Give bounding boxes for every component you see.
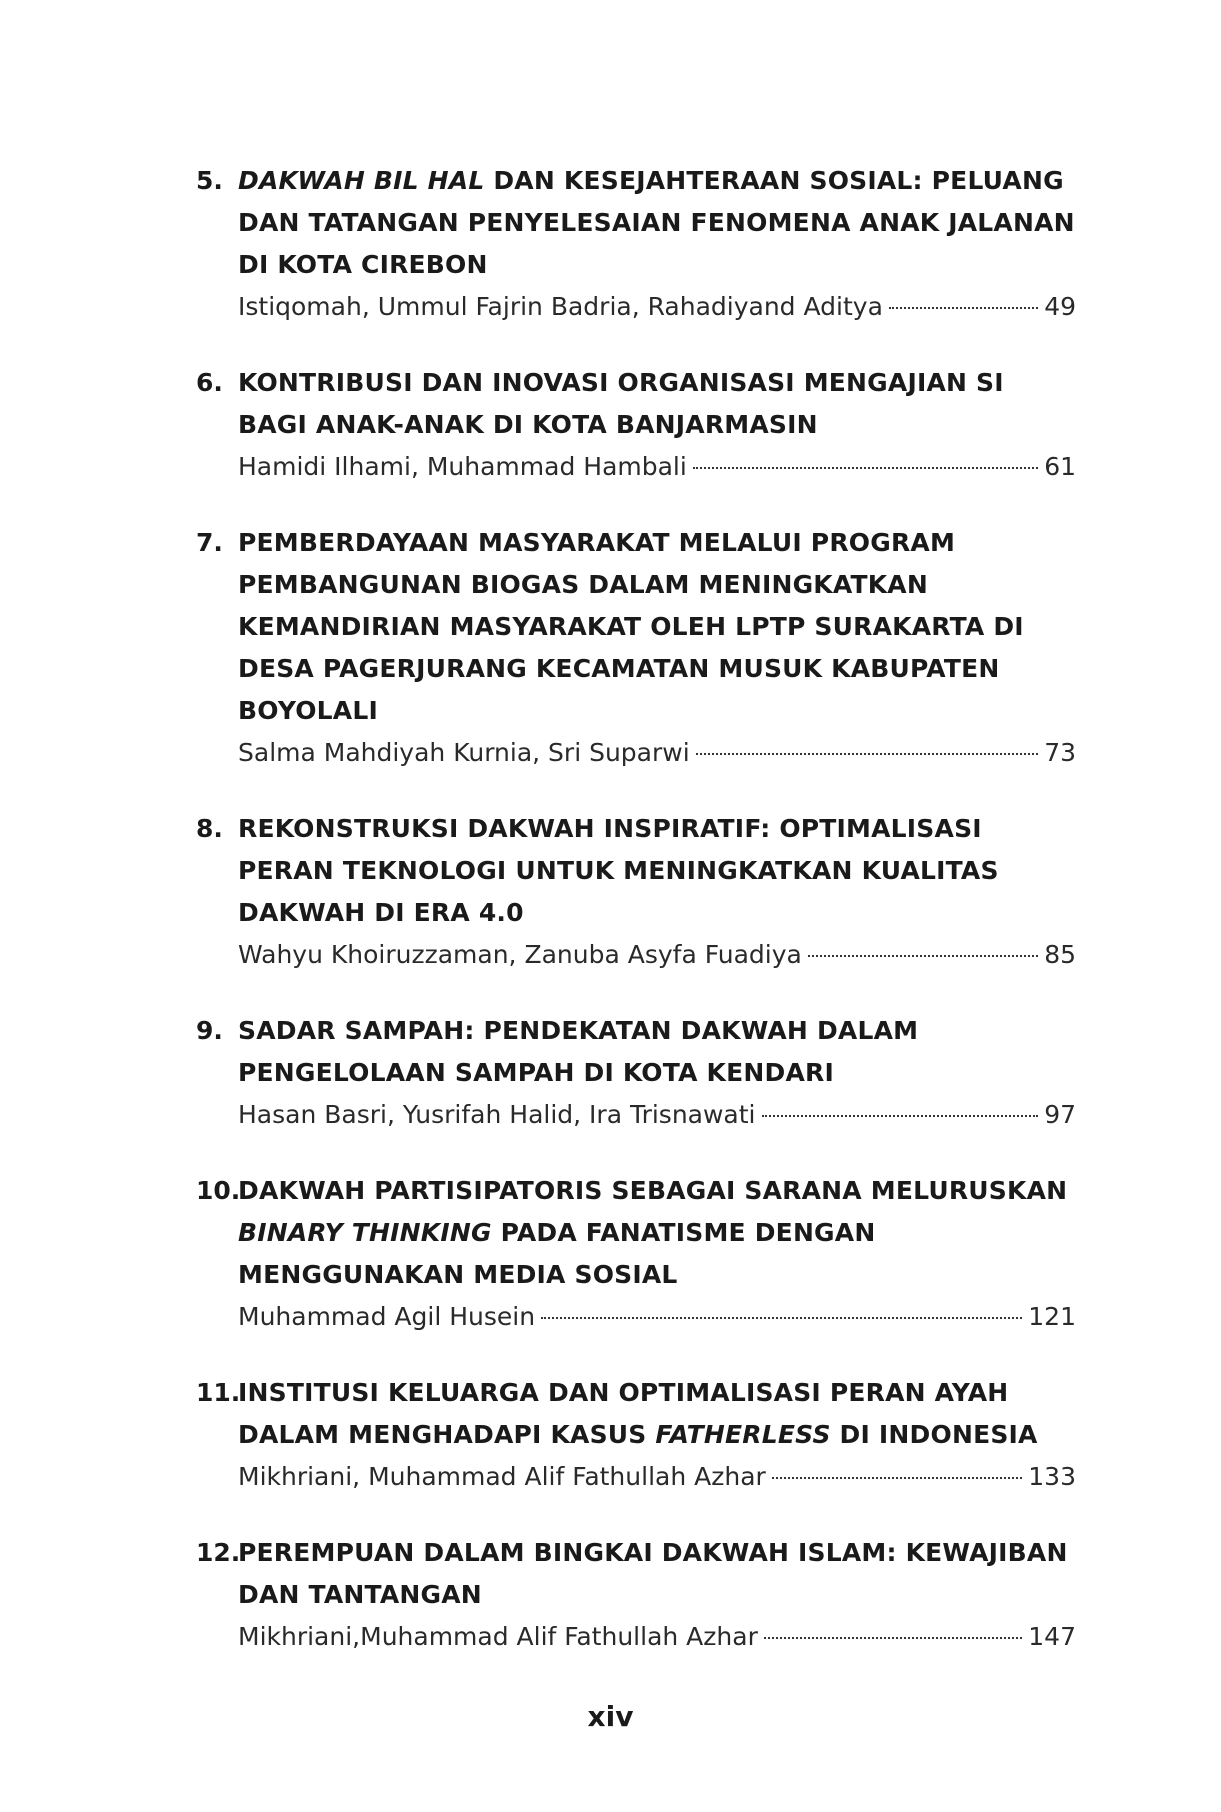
entry-authors-line (238, 446, 1076, 488)
dot-leader (772, 1477, 1022, 1479)
entry-title (238, 808, 1076, 934)
entry-title-part: DAN KESEJAHTERAAN SOSIAL: PELUANG DAN TATANGAN PENYELESAIAN FENOMENA ANAK JALANAN DI KOTA CIREBON (238, 166, 1075, 279)
toc-entry (196, 522, 1076, 774)
toc-entry (196, 808, 1076, 976)
toc-entry (196, 160, 1076, 328)
toc-entry (196, 1532, 1076, 1658)
entry-title (238, 1010, 1076, 1094)
entry-page-number: 133 (1028, 1462, 1076, 1491)
toc-entry (196, 1372, 1076, 1498)
entry-body (238, 362, 1076, 488)
entry-authors: Hasan Basri, Yusrifah Halid, Ira Trisnawati (238, 1100, 756, 1129)
entry-authors-line (238, 286, 1076, 328)
entry-title (238, 1170, 1076, 1296)
entry-title (238, 1532, 1076, 1616)
entry-title-part: INSTITUSI KELUARGA DAN OPTIMALISASI PERAN AYAH DALAM MENGHADAPI KASUS (238, 1378, 1009, 1449)
dot-leader (762, 1115, 1039, 1117)
entry-authors: Muhammad Agil Husein (238, 1302, 536, 1331)
entry-number: 12. (196, 1538, 241, 1567)
toc-entry (196, 1170, 1076, 1338)
entry-authors: Istiqomah, Ummul Fajrin Badria, Rahadiyand Aditya (238, 292, 883, 321)
dot-leader (889, 307, 1038, 309)
entry-title-part: DI INDONESIA (830, 1420, 1038, 1449)
entry-title-part: REKONSTRUKSI DAKWAH INSPIRATIF: OPTIMALISASI PERAN TEKNOLOGI UNTUK MENINGKATKAN KUALITAS DAKWAH DI ERA 4.0 (238, 814, 999, 927)
entry-authors: Salma Mahdiyah Kurnia, Sri Suparwi (238, 738, 690, 767)
entry-body (238, 1010, 1076, 1136)
entry-authors-line (238, 1456, 1076, 1498)
entry-authors: Mikhriani,Muhammad Alif Fathullah Azhar (238, 1622, 758, 1651)
dot-leader (541, 1317, 1022, 1319)
entry-number: 7. (196, 528, 223, 557)
toc-entry (196, 1010, 1076, 1136)
entry-title-part: PEMBERDAYAAN MASYARAKAT MELALUI PROGRAM PEMBANGUNAN BIOGAS DALAM MENINGKATKAN KEMANDIRIAN MASYARAKAT OLEH LPTP SURAKARTA DI DESA PAGERJURANG KECAMATAN MUSUK KABUPATEN BOYOLALI (238, 528, 1024, 725)
entry-title (238, 362, 1076, 446)
entry-page-number: 85 (1044, 940, 1076, 969)
dot-leader (808, 955, 1038, 957)
entry-page-number: 121 (1028, 1302, 1076, 1331)
entry-title (238, 522, 1076, 732)
entry-number: 6. (196, 368, 223, 397)
entry-number: 9. (196, 1016, 223, 1045)
entry-number: 11. (196, 1378, 241, 1407)
entry-body (238, 1170, 1076, 1338)
entry-title (238, 160, 1076, 286)
page-number: xiv (587, 1700, 634, 1733)
entry-title-part: SADAR SAMPAH: PENDEKATAN DAKWAH DALAM PENGELOLAAN SAMPAH DI KOTA KENDARI (238, 1016, 919, 1087)
entry-page-number: 61 (1044, 452, 1076, 481)
entry-number: 10. (196, 1176, 241, 1205)
toc-entry (196, 362, 1076, 488)
entry-title-italic-part: DAKWAH BIL HAL (238, 166, 485, 195)
entry-authors: Mikhriani, Muhammad Alif Fathullah Azhar (238, 1462, 766, 1491)
entry-authors-line (238, 1296, 1076, 1338)
dot-leader (764, 1637, 1022, 1639)
entry-title-part: DAKWAH PARTISIPATORIS SEBAGAI SARANA MELURUSKAN (238, 1176, 1068, 1205)
entry-title (238, 1372, 1076, 1456)
entry-title-part: PEREMPUAN DALAM BINGKAI DAKWAH ISLAM: KEWAJIBAN DAN TANTANGAN (238, 1538, 1068, 1609)
entry-authors-line (238, 732, 1076, 774)
entry-authors-line (238, 1094, 1076, 1136)
entry-page-number: 49 (1044, 292, 1076, 321)
entry-title-italic-part: FATHERLESS (655, 1420, 831, 1449)
entry-title-part: PADA FANATISME DENGAN MENGGUNAKAN MEDIA SOSIAL (238, 1218, 876, 1289)
entry-authors: Hamidi Ilhami, Muhammad Hambali (238, 452, 687, 481)
entry-body (238, 522, 1076, 774)
entry-number: 8. (196, 814, 223, 843)
entry-title-italic-part: BINARY THINKING (238, 1218, 492, 1247)
entry-page-number: 147 (1028, 1622, 1076, 1651)
dot-leader (693, 467, 1038, 469)
entry-number: 5. (196, 166, 223, 195)
dot-leader (696, 753, 1039, 755)
entry-authors-line (238, 1616, 1076, 1658)
entry-authors-line (238, 934, 1076, 976)
entry-page-number: 73 (1044, 738, 1076, 767)
entry-body (238, 1532, 1076, 1658)
table-of-contents (196, 160, 1076, 1692)
entry-page-number: 97 (1044, 1100, 1076, 1129)
entry-body (238, 160, 1076, 328)
entry-body (238, 1372, 1076, 1498)
entry-title-part: KONTRIBUSI DAN INOVASI ORGANISASI MENGAJIAN SI BAGI ANAK-ANAK DI KOTA BANJARMASIN (238, 368, 1004, 439)
entry-body (238, 808, 1076, 976)
entry-authors: Wahyu Khoiruzzaman, Zanuba Asyfa Fuadiya (238, 940, 802, 969)
